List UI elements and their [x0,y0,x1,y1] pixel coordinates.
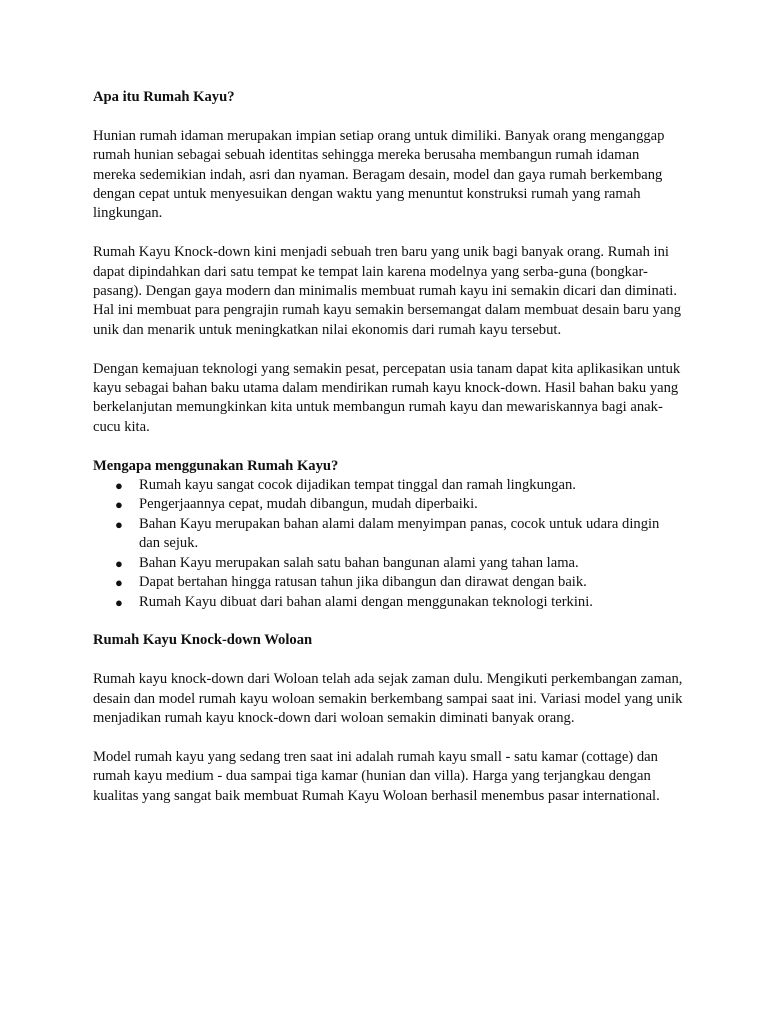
bullet-icon: ● [115,478,123,494]
spacer [93,107,683,126]
heading-mengapa-menggunakan: Mengapa menggunakan Rumah Kayu? [93,457,339,474]
paragraph-teknologi: Dengan kemajuan teknologi yang semakin pesat, percepatan usia tanam dapat kita aplikasikan untuk kayu sebagai bahan baku utama dalam mendirikan rumah kayu knock-down. Hasil bahan baku yang berkelanjutan memungkinkan kita untuk membangun rumah kayu dan mewariskannya bagi anak-cucu kita. [93,360,681,435]
bullet-icon: ● [115,555,123,571]
paragraph-woloan-models: Model rumah kayu yang sedang tren saat ini adalah rumah kayu small - satu kamar (cottage) dan rumah kayu medium - dua sampai tiga kamar (hunian dan villa). Harga yang terjangkau dengan kualitas yang sangat baik membuat Rumah Kayu Woloan berhasil menembus pasar international. [93,748,660,804]
list-item [93,495,683,514]
list-item-text: Dapat bertahan hingga ratusan tahun jika dibangun dan dirawat dengan baik. [139,574,587,591]
list-item-text: Rumah Kayu dibuat dari bahan alami dengan menggunakan teknologi terkini. [139,593,593,610]
spacer [93,224,683,243]
bullet-icon: ● [115,575,123,591]
list-item-text: Pengerjaannya cepat, mudah dibangun, mudah diperbaiki. [139,496,478,513]
spacer [93,728,683,747]
reasons-list [93,476,683,612]
list-item-text: Bahan Kayu merupakan salah satu bahan bangunan alami yang tahan lama. [139,554,579,571]
heading-knock-down-woloan: Rumah Kayu Knock-down Woloan [93,632,313,649]
spacer [93,612,683,631]
heading-apa-itu-rumah-kayu: Apa itu Rumah Kayu? [93,89,235,105]
list-item [93,593,683,612]
spacer [93,437,683,456]
list-item [93,515,683,554]
spacer [93,340,683,359]
list-item-text: Bahan Kayu merupakan bahan alami dalam menyimpan panas, cocok untuk udara dingin dan sejuk. [139,515,660,552]
bullet-icon: ● [115,516,123,532]
paragraph-intro: Hunian rumah idaman merupakan impian setiap orang untuk dimiliki. Banyak orang menganggap rumah hunian sebagai sebuah identitas sehingga mereka berusaha membangun rumah idaman mereka sedemikian indah, asri dan nyaman. Beragam desain, model dan gaya rumah berkembang dengan cepat untuk menyesuikan dengan waktu yang menuntut konstruksi rumah yang ramah lingkungan. [93,127,665,222]
document-page [93,88,683,806]
list-item [93,573,683,592]
list-item [93,554,683,573]
spacer [93,651,683,670]
paragraph-knock-down-trend: Rumah Kayu Knock-down kini menjadi sebuah tren baru yang unik bagi banyak orang. Rumah ini dapat dipindahkan dari satu tempat ke tempat lain karena modelnya yang serba-guna (bongkar-pasang). Dengan gaya modern dan minimalis membuat rumah kayu ini semakin dicari dan diminati. Hal ini membuat para pengrajin rumah kayu semakin bersemangat dalam membuat desain baru yang unik dan menarik untuk meningkatkan nilai ekonomis dari rumah kayu tersebut. [93,244,682,338]
list-item-text: Rumah kayu sangat cocok dijadikan tempat tinggal dan ramah lingkungan. [139,477,576,494]
paragraph-woloan-history: Rumah kayu knock-down dari Woloan telah ada sejak zaman dulu. Mengikuti perkembangan zaman, desain dan model rumah kayu woloan semakin berkembang sampai saat ini. Variasi model yang unik menjadikan rumah kayu knock-down dari woloan semakin diminati banyak orang. [93,671,683,726]
list-item [93,476,683,495]
bullet-icon: ● [115,497,123,513]
bullet-icon: ● [115,594,123,610]
